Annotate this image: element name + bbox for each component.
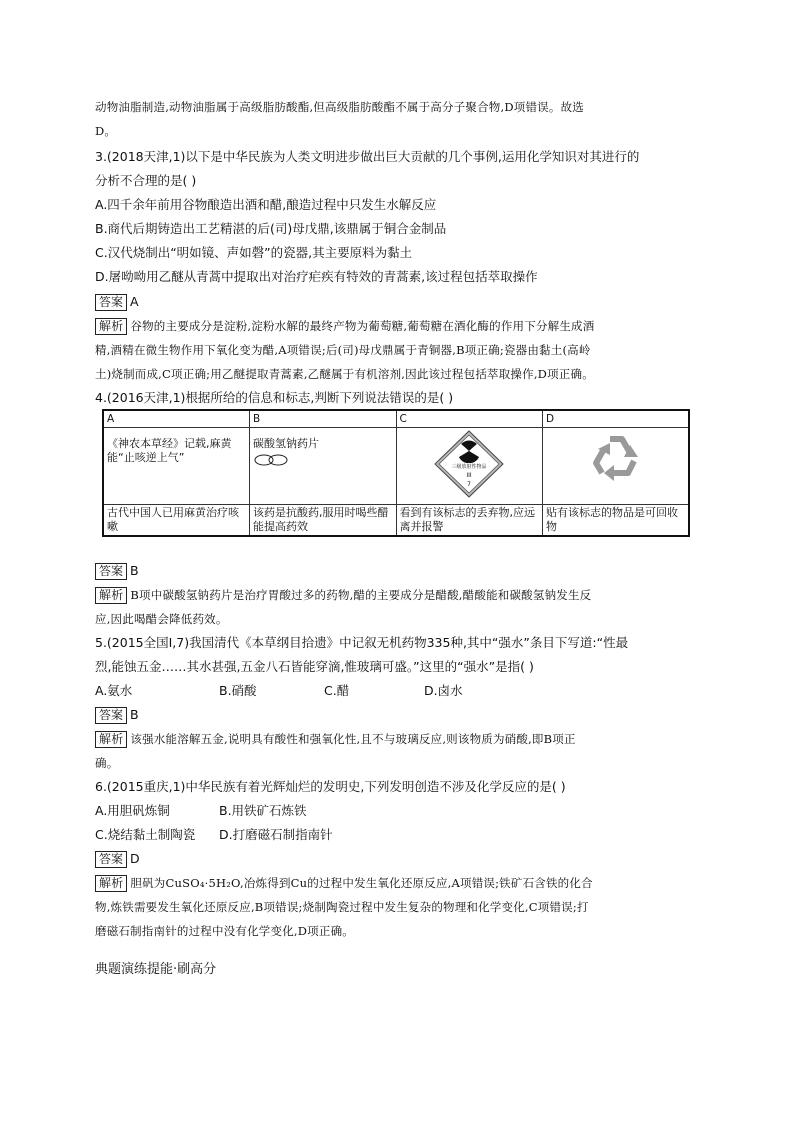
text-line: D。 <box>95 124 117 138</box>
question-6-stem: 6.(2015重庆,1)中华民族有着光辉灿烂的发明史,下列发明创造不涉及化学反应的是( ) <box>95 779 566 794</box>
q6-answer <box>95 850 707 868</box>
q3-option-d: D.屠呦呦用乙醚从青蒿中提取出对治疗疟疾有特效的青蒿素,该过程包括萃取操作 <box>95 269 538 284</box>
explanation-line: 确。 <box>95 756 119 770</box>
question-3-stem: 3.(2018天津,1)以下是中华民族为人类文明进步做出巨大贡献的几个事例,运用化学知识对其进行的 <box>95 149 640 164</box>
q6-explanation <box>95 874 707 892</box>
pill-icon <box>253 451 289 467</box>
table-header: D <box>543 410 690 428</box>
answer-tag: 答案 <box>95 294 127 311</box>
explain-tag: 解析 <box>95 318 127 335</box>
explain-tag: 解析 <box>95 731 127 748</box>
answer-tag: 答案 <box>95 851 127 868</box>
q3-option-a: A.四千余年前用谷物酿造出酒和醋,酿造过程中只发生水解反应 <box>95 197 437 212</box>
question-5-stem: 5.(2015全国Ⅰ,7)我国清代《本草纲目拾遗》中记叙无机药物335种,其中“强水”条目下写道:“性最 <box>95 635 629 650</box>
q5-options <box>95 682 695 700</box>
q3-option-b: B.商代后期铸造出工艺精湛的后(司)母戊鼎,该鼎属于铜合金制品 <box>95 221 447 236</box>
radiation-warning-icon <box>433 429 505 499</box>
answer-value: B <box>130 563 139 578</box>
q5-answer <box>95 706 707 724</box>
cell-a-info: 《神农本草经》记载,麻黄能“止咳逆上气” <box>103 428 250 505</box>
table-header: B <box>250 410 397 428</box>
table-header: A <box>103 410 250 428</box>
q5-option-d: D.卤水 <box>424 683 463 698</box>
q3-option-c: C.汉代烧制出“明如镜、声如磬”的瓷器,其主要原料为黏土 <box>95 245 413 260</box>
question-4-stem: 4.(2016天津,1)根据所给的信息和标志,判断下列说法错误的是( ) <box>95 390 454 405</box>
answer-value: B <box>130 707 139 722</box>
explanation-text: 谷物的主要成分是淀粉,淀粉水解的最终产物为葡萄糖,葡萄糖在酒化酶的作用下分解生成酒 <box>130 319 595 333</box>
q4-answer <box>95 562 707 580</box>
explanation-line: 磨磁石制指南针的过程中没有化学变化,D项正确。 <box>95 924 354 938</box>
text-line: 动物油脂制造,动物油脂属于高级脂肪酸酯,但高级脂肪酸酯不属于高分子聚合物,D项错误。故选 <box>95 100 584 114</box>
q6-options-row1 <box>95 802 695 820</box>
q5-explanation <box>95 730 707 748</box>
q4-explanation <box>95 586 707 604</box>
explanation-line: 土)烧制而成,C项正确;用乙醚提取青蒿素,乙醚属于有机溶剂,因此该过程包括萃取操作,D项正确。 <box>95 367 594 381</box>
answer-value: D <box>130 851 140 866</box>
q5-option-c: C.醋 <box>324 683 350 698</box>
q5-option-b: B.硝酸 <box>219 683 257 698</box>
cell-c-statement: 看到有该标志的丢弃物,应远离并报警 <box>396 505 543 537</box>
cell-d-statement: 贴有该标志的物品是可回收物 <box>543 505 690 537</box>
q6-option-d: D.打磨磁石制指南针 <box>219 827 333 842</box>
q6-option-b: B.用铁矿石炼铁 <box>219 803 307 818</box>
explanation-text: 胆矾为CuSO₄·5H₂O,冶炼得到Cu的过程中发生氧化还原反应,A项错误;铁矿石含铁的化合 <box>130 876 593 890</box>
cell-d-sign <box>543 428 690 505</box>
cell-b-info: 碳酸氢钠药片 <box>250 428 397 505</box>
q6-option-a: A.用胆矾炼铜 <box>95 803 170 818</box>
explanation-line: 精,酒精在微生物作用下氧化变为醋,A项错误;后(司)母戊鼎属于青铜器,B项正确;瓷器由黏土(高岭 <box>95 343 591 357</box>
table-header: C <box>396 410 543 428</box>
explain-tag: 解析 <box>95 587 127 604</box>
explanation-line: 应,因此喝醋会降低药效。 <box>95 612 228 626</box>
explanation-text: 该强水能溶解五金,说明具有酸性和强氧化性,且不与玻璃反应,则该物质为硝酸,即B项正 <box>130 732 576 746</box>
question-3-stem-cont: 分析不合理的是( ) <box>95 173 197 188</box>
answer-value: A <box>130 294 139 309</box>
answer-tag: 答案 <box>95 563 127 580</box>
q6-option-c: C.烧结黏土制陶瓷 <box>95 827 196 842</box>
explain-tag: 解析 <box>95 875 127 892</box>
signs-table <box>102 409 690 537</box>
section-heading: 典题演练提能·刷高分 <box>95 962 217 977</box>
sign-label: 三级放射性物品 <box>451 464 487 470</box>
explanation-text: B项中碳酸氢钠药片是治疗胃酸过多的药物,醋的主要成分是醋酸,醋酸能和碳酸氢钠发生反 <box>130 588 592 602</box>
sign-class: III <box>466 472 472 479</box>
explanation-line: 物,炼铁需要发生氧化还原反应,B项错误;烧制陶瓷过程中发生复杂的物理和化学变化,C项错误;打 <box>95 900 589 914</box>
cell-b-statement: 该药是抗酸药,服用时喝些醋能提高药效 <box>250 505 397 537</box>
question-5-stem-cont: 烈,能蚀五金……其水甚强,五金八石皆能穿滴,惟玻璃可盛。”这里的“强水”是指( ) <box>95 659 534 674</box>
q6-options-row2 <box>95 826 695 844</box>
q3-answer <box>95 293 707 311</box>
cell-a-statement: 古代中国人已用麻黄治疗咳嗽 <box>103 505 250 537</box>
cell-c-sign <box>396 428 543 505</box>
recycle-icon <box>584 429 648 487</box>
sign-number: 7 <box>467 481 472 488</box>
answer-tag: 答案 <box>95 707 127 724</box>
q5-option-a: A.氨水 <box>95 683 133 698</box>
q3-explanation <box>95 317 707 335</box>
